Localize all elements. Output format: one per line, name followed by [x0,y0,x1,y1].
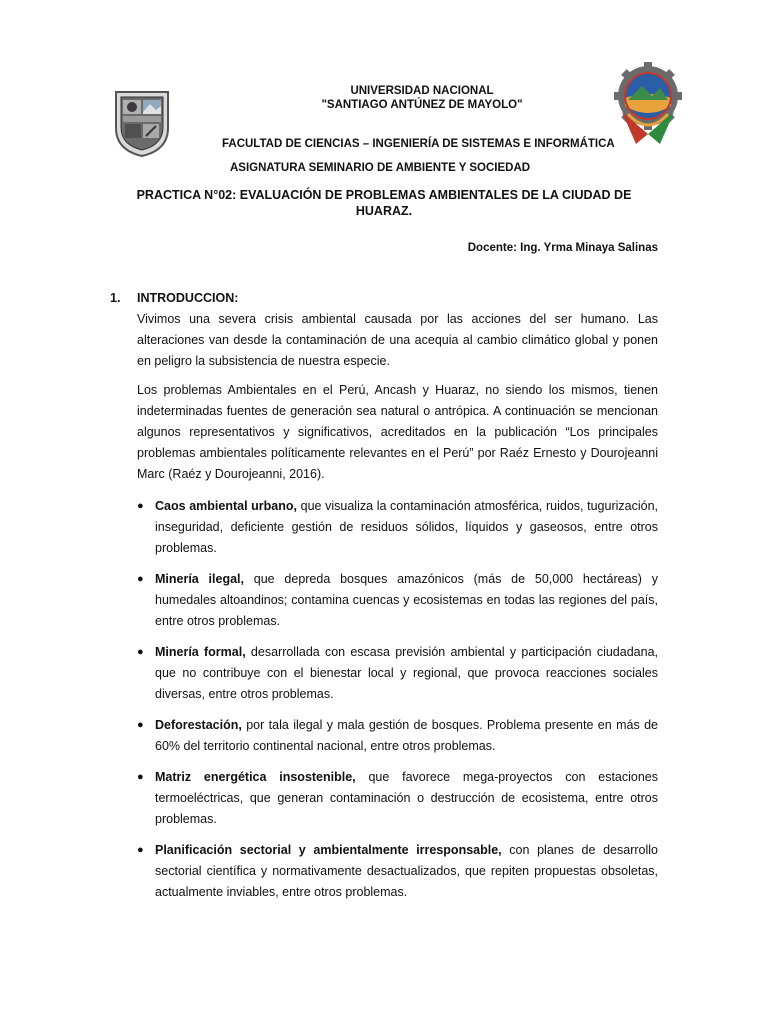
list-item [137,496,658,559]
list-item-text: que visualiza la contaminación atmosférica, ruidos, tugurización, inseguridad, deficiente gestión de residuos sólidos, líquidos y gaseosos, entre otros problemas. [155,499,659,555]
instructor-name: Docente: Ing. Yrma Minaya Salinas [467,242,658,254]
list-item [137,767,658,830]
list-item-heading: Minería formal, [155,645,246,659]
bullet-icon: ● [137,844,144,856]
bullet-icon: ● [137,719,144,731]
list-item-text: que favorece mega-proyectos con estaciones termoeléctricas, que generan contaminación o destrucción de ecosistema, entre otros problemas. [155,770,658,826]
section-title: INTRODUCCION: [137,291,239,305]
list-item-text: desarrollada con escasa previsión ambiental y participación ciudadana, que no contribuye con el bienestar local y regional, que provoca reacciones sociales diversas, entre otros problemas. [155,645,658,701]
list-item-text: que depreda bosques amazónicos (más de 50,000 hectáreas) y humedales altoandinos; contamina cuencas y ecosistemas en todas las regiones del país, entre otros problemas. [155,572,658,628]
bullet-icon: ● [137,500,144,512]
faculty-name: FACULTAD DE CIENCIAS – INGENIERÍA DE SISTEMAS E INFORMÁTICA [222,138,615,150]
list-item-heading: Minería ilegal, [155,572,244,586]
bullet-icon: ● [137,646,144,658]
list-item-text: con planes de desarrollo sectorial científica y normativamente desactualizados, que repiten propuestas obsoletas, actualmente inviables, entre otros problemas. [155,843,658,899]
practice-title: PRACTICA N°02: EVALUACIÓN DE PROBLEMAS AMBIENTALES DE LA CIUDAD DE HUARAZ. [136,188,632,218]
list-item [137,642,658,705]
bullet-icon: ● [137,573,144,585]
section-number: 1. [110,291,121,305]
intro-paragraph-1: Vivimos una severa crisis ambiental causada por las acciones del ser humano. Las alteraciones van desde la contaminación de una acequia al cambio climático global y ponen en peligro la subsistencia de nuestra especie. [137,312,658,368]
list-item-heading: Planificación sectorial y ambientalmente irresponsable, [155,843,502,857]
bullet-icon: ● [137,771,144,783]
list-item-text: por tala ilegal y mala gestión de bosques. Problema presente en más de 60% del territorio continental nacional, entre otros problemas. [155,718,658,753]
university-name-line2: "SANTIAGO ANTÚNEZ DE MAYOLO" [321,99,523,111]
university-name-line1: UNIVERSIDAD NACIONAL [350,85,494,97]
list-item-heading: Matriz energética insostenible, [155,770,356,784]
list-item [137,840,658,903]
problems-list [137,496,658,903]
intro-paragraph-2: Los problemas Ambientales en el Perú, Ancash y Huaraz, no siendo los mismos, tienen indeterminadas fuentes de generación sea natural o antrópica. A continuación se mencionan algunos representativos y significativos, acreditados en la publicación “Los principales problemas ambientales políticamente relevantes en el Perú” por Raéz Ernesto y Dourojeanni Marc (Raéz y Dourojeanni, 2016). [137,383,658,481]
list-item [137,715,658,757]
subject-name: ASIGNATURA SEMINARIO DE AMBIENTE Y SOCIEDAD [230,162,531,174]
list-item-heading: Caos ambiental urbano, [155,499,298,513]
list-item [137,569,658,632]
list-item-heading: Deforestación, [155,718,242,732]
